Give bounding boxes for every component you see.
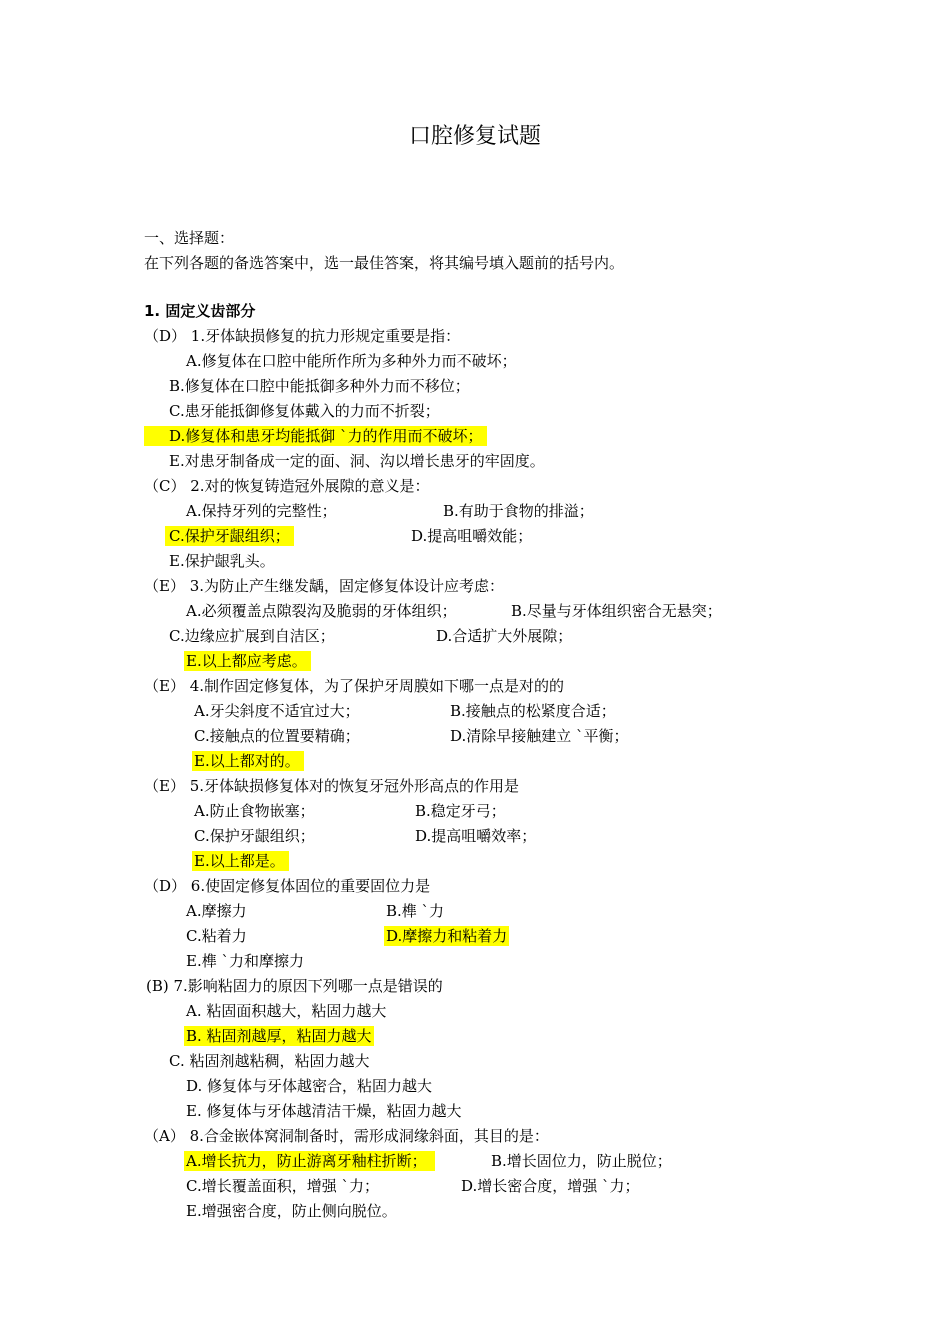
question-5: （E） 5.牙体缺损修复体对的恢复牙冠外形高点的作用是 (144, 777, 520, 795)
q7-option-a: A. 粘固面积越大，粘固力越大 (186, 1002, 387, 1020)
question-3: （E） 3.为防止产生继发龋，固定修复体设计应考虑： (144, 577, 505, 595)
question-4: （E） 4.制作固定修复体，为了保护牙周膜如下哪一点是对的的 (144, 677, 565, 695)
q1-option-e: E.对患牙制备成一定的面、洞、沟以增长患牙的牢固度。 (169, 452, 545, 470)
q1-option-d-highlighted: D.修复体和患牙均能抵御 `力的作用而不破坏； (144, 426, 487, 446)
q3-option-b: B.尽量与牙体组织密合无悬突； (511, 602, 722, 620)
question-8: （A） 8.合金嵌体窝洞制备时，需形成洞缘斜面，其目的是： (144, 1127, 549, 1145)
q2-option-c-highlighted: C.保护牙龈组织； (165, 526, 294, 546)
document-title: 口腔修复试题 (408, 124, 541, 149)
q6-option-a: A.摩擦力 (186, 902, 247, 920)
q6-option-d-highlighted: D.摩擦力和粘着力 (386, 927, 508, 945)
q4-option-c: C.接触点的位置要精确； (194, 727, 360, 745)
q8-option-e: E.增强密合度，防止侧向脱位。 (186, 1202, 397, 1220)
q8-option-d: D.增长密合度，增强 `力； (461, 1177, 640, 1195)
section-heading: 一、选择题： (144, 229, 235, 247)
q4-option-e-highlighted: E.以上都对的。 (192, 751, 304, 771)
q4-option-a: A.牙尖斜度不适宜过大； (194, 702, 360, 720)
q3-option-a: A.必须覆盖点隙裂沟及脆弱的牙体组织； (186, 602, 457, 620)
q5-option-e-highlighted: E.以上都是。 (192, 851, 289, 871)
q8-option-a-highlighted: A.增长抗力，防止游离牙釉柱折断； (184, 1151, 435, 1171)
q1-option-a: A.修复体在口腔中能所作所为多种外力而不破坏； (186, 352, 517, 370)
q6-option-b: B.榫 `力 (386, 902, 445, 920)
q5-option-a: A.防止食物嵌塞； (194, 802, 315, 820)
subsection-heading: 1. 固定义齿部分 (144, 302, 256, 320)
q2-option-a: A.保持牙列的完整性； (186, 502, 337, 520)
question-6: （D） 6.使固定修复体固位的重要固位力是 (144, 877, 431, 895)
q1-option-c: C.患牙能抵御修复体戴入的力而不折裂； (169, 402, 440, 420)
question-7: (B) 7.影响粘固力的原因下列哪一点是错误的 (146, 977, 443, 995)
q8-option-c: C.增长覆盖面积，增强 `力； (186, 1177, 379, 1195)
q2-option-d: D.提高咀嚼效能； (411, 527, 533, 545)
q3-option-d: D.合适扩大外展隙； (436, 627, 573, 645)
question-2: （C） 2.对的恢复铸造冠外展隙的意义是： (144, 477, 430, 495)
q1-option-b: B.修复体在口腔中能抵御多种外力而不移位； (169, 377, 470, 395)
q7-option-d: D. 修复体与牙体越密合，粘固力越大 (186, 1077, 433, 1095)
q4-option-d: D.清除早接触建立 `平衡； (450, 727, 629, 745)
q6-option-e: E.榫 `力和摩擦力 (186, 952, 304, 970)
q3-option-c: C.边缘应扩展到自洁区； (169, 627, 335, 645)
q7-option-c: C. 粘固剂越粘稠，粘固力越大 (169, 1052, 370, 1070)
q4-option-b: B.接触点的松紧度合适； (450, 702, 616, 720)
instruction-text: 在下列各题的备选答案中，选一最佳答案，将其编号填入题前的括号内。 (144, 254, 625, 272)
q8-option-b: B.增长固位力，防止脱位； (491, 1152, 672, 1170)
q7-option-e: E. 修复体与牙体越清洁干燥，粘固力越大 (186, 1102, 462, 1120)
question-1: （D） 1.牙体缺损修复的抗力形规定重要是指： (144, 327, 461, 345)
q5-option-c: C.保护牙龈组织； (194, 827, 315, 845)
q7-option-b-highlighted: B. 粘固剂越厚，粘固力越大 (186, 1027, 372, 1045)
q2-option-b: B.有助于食物的排溢； (443, 502, 594, 520)
q5-option-b: B.稳定牙弓； (415, 802, 506, 820)
q5-option-d: D.提高咀嚼效率； (415, 827, 537, 845)
q2-option-e: E.保护龈乳头。 (169, 552, 275, 570)
q3-option-e-highlighted: E.以上都应考虑。 (184, 651, 311, 671)
q6-option-c: C.粘着力 (186, 927, 247, 945)
